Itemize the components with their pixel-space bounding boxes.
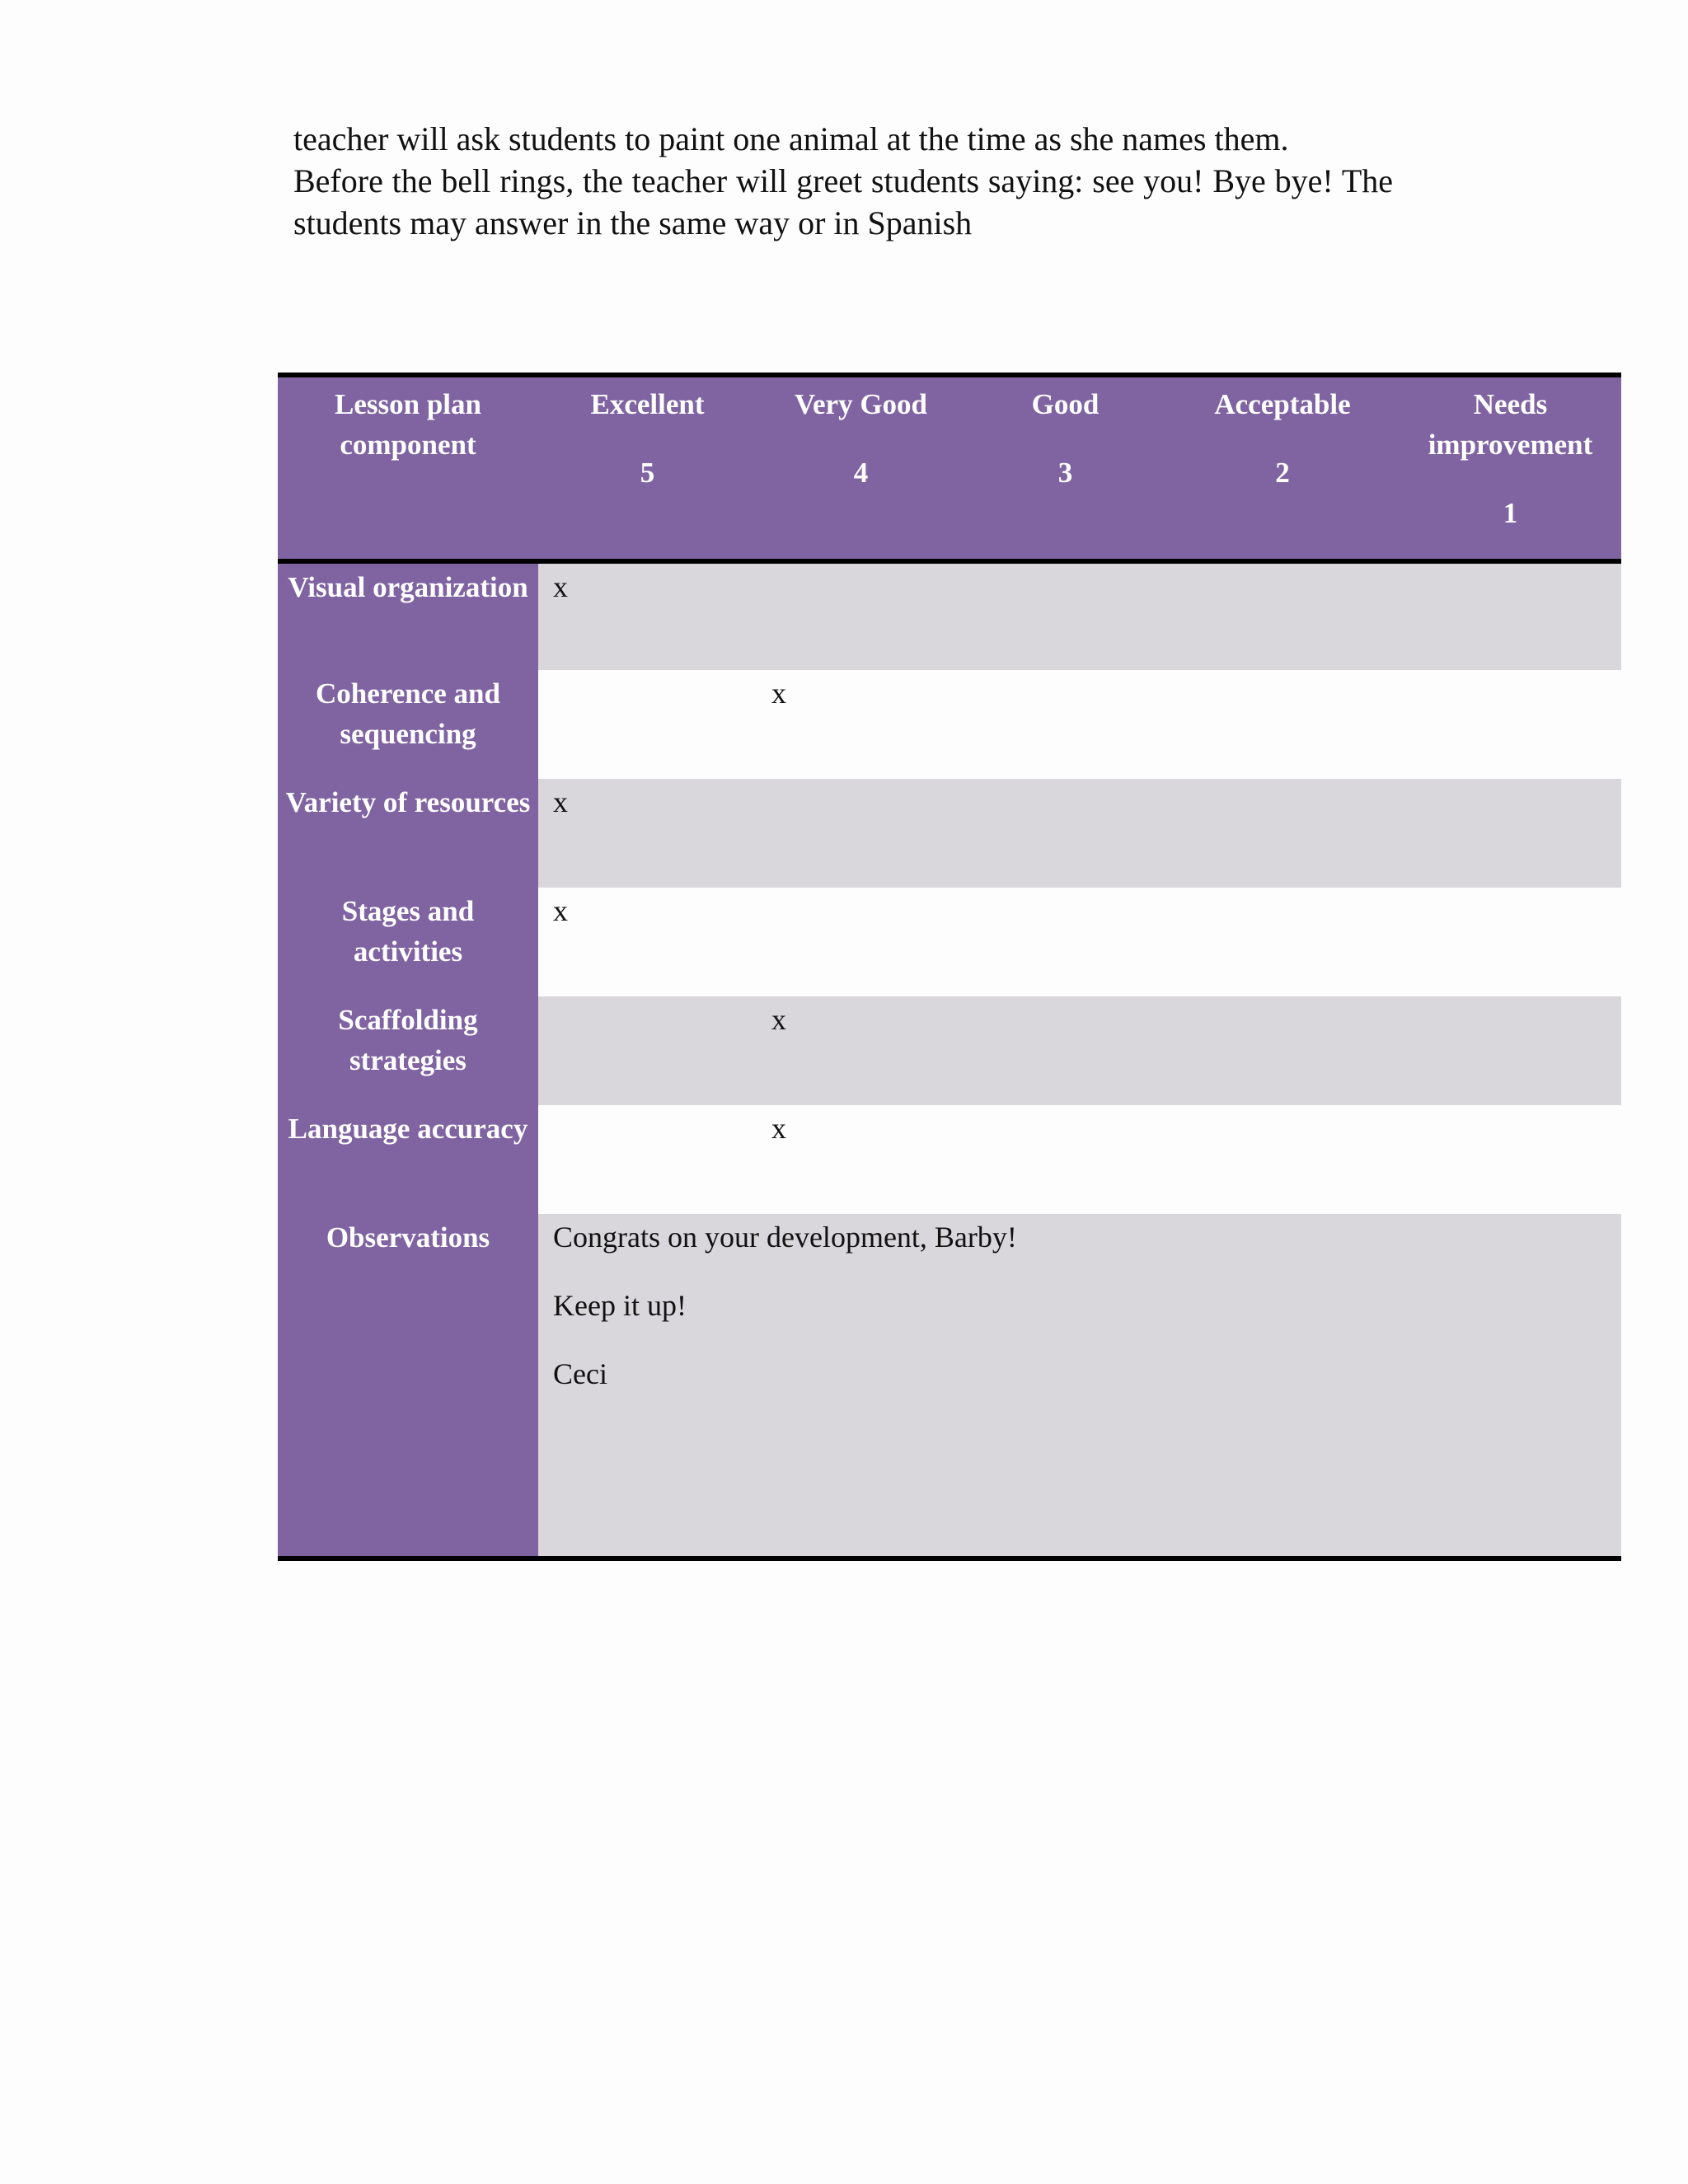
- intro-paragraph-2: Before the bell rings, the teacher will greet students saying: see you! Bye bye! The students may answer in the same way or in Spanish: [293, 162, 1393, 241]
- observations-comment: [538, 1214, 1621, 1558]
- header-level-good: [965, 375, 1165, 561]
- header-level-excellent: [538, 375, 757, 561]
- rubric-row-stages-and-activities: [278, 888, 1621, 996]
- rating-cell: [1400, 996, 1621, 1105]
- rating-cell: [965, 670, 1165, 779]
- rating-cell: x: [757, 1105, 965, 1214]
- row-label: Coherence and sequencing: [278, 670, 538, 779]
- rating-cell: [538, 670, 757, 779]
- evaluation-rubric-table: [278, 373, 1621, 1561]
- level-label: Good: [1031, 388, 1100, 420]
- rating-cell: [1400, 888, 1621, 996]
- rating-cell: [757, 561, 965, 670]
- rating-cell: [1400, 561, 1621, 670]
- rating-cell: [1165, 779, 1400, 888]
- row-label: Stages and activities: [278, 888, 538, 996]
- rating-cell: [757, 888, 965, 996]
- rubric-row-visual-organization: [278, 561, 1621, 670]
- rating-cell: [965, 996, 1165, 1105]
- observation-line: Congrats on your development, Barby!: [553, 1221, 1017, 1254]
- rating-cell: [1400, 670, 1621, 779]
- rating-cell: [965, 1105, 1165, 1214]
- rubric-row-coherence: [278, 670, 1621, 779]
- rubric-row-scaffolding: [278, 996, 1621, 1105]
- rating-cell: x: [757, 670, 965, 779]
- rating-cell: [965, 888, 1165, 996]
- rating-cell: [1165, 561, 1400, 670]
- observation-line: Ceci: [553, 1357, 607, 1390]
- level-label: Needs improvement: [1428, 388, 1593, 461]
- header-level-acceptable: [1165, 375, 1400, 561]
- rating-cell: x: [538, 888, 757, 996]
- level-score: 1: [1503, 497, 1518, 529]
- header-level-needs-improvement: [1400, 375, 1621, 561]
- header-component: Lesson plan component: [278, 375, 538, 561]
- rating-cell: [538, 996, 757, 1105]
- rating-cell: [965, 779, 1165, 888]
- level-score: 2: [1275, 457, 1290, 489]
- lesson-plan-text: [293, 118, 1393, 244]
- rating-cell: [1165, 888, 1400, 996]
- rating-cell: x: [538, 561, 757, 670]
- rating-cell: [1165, 1105, 1400, 1214]
- level-label: Excellent: [590, 388, 705, 420]
- row-label: Visual organization: [278, 561, 538, 670]
- rating-cell: [757, 779, 965, 888]
- observations-label: Observations: [278, 1214, 538, 1558]
- rating-cell: [965, 561, 1165, 670]
- row-label: Language accuracy: [278, 1105, 538, 1214]
- rubric-row-observations: [278, 1214, 1621, 1558]
- rating-cell: [1400, 1105, 1621, 1214]
- rating-cell: x: [538, 779, 757, 888]
- rating-cell: x: [757, 996, 965, 1105]
- rating-cell: [1400, 779, 1621, 888]
- rating-cell: [1165, 996, 1400, 1105]
- level-score: 5: [640, 457, 655, 489]
- level-label: Very Good: [794, 388, 928, 420]
- row-label: Scaffolding strategies: [278, 996, 538, 1105]
- observation-line: Keep it up!: [553, 1289, 687, 1322]
- row-label: Variety of resources: [278, 779, 538, 888]
- intro-paragraph-1: teacher will ask students to paint one animal at the time as she names them.: [293, 120, 1289, 157]
- header-level-very-good: [757, 375, 965, 561]
- level-score: 4: [853, 457, 869, 489]
- level-score: 3: [1057, 457, 1073, 489]
- rating-cell: [538, 1105, 757, 1214]
- level-label: Acceptable: [1214, 388, 1351, 420]
- rubric-row-language-accuracy: [278, 1105, 1621, 1214]
- rubric-row-variety-of-resources: [278, 779, 1621, 888]
- rubric-header-row: [278, 375, 1621, 561]
- rating-cell: [1165, 670, 1400, 779]
